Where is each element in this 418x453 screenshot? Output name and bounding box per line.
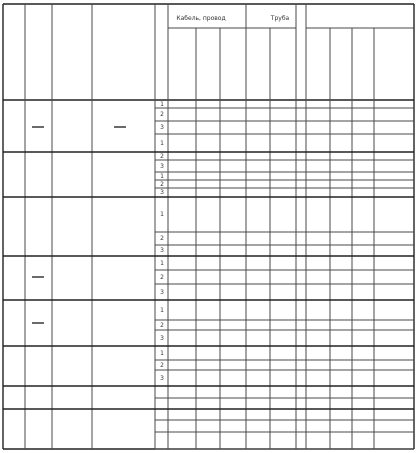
cable-group-header: Кабель, провод xyxy=(176,15,226,22)
row-number: 2 xyxy=(160,181,164,188)
row-number: 1 xyxy=(160,173,164,180)
row-number: 1 xyxy=(160,101,164,108)
row-number: 3 xyxy=(160,247,164,254)
row-number: 3 xyxy=(160,335,164,342)
row-number: 2 xyxy=(160,111,164,118)
row-number: 2 xyxy=(160,362,164,369)
pipe-group-header: Труба xyxy=(270,15,290,22)
row-number: 1 xyxy=(160,350,164,357)
row-number: 2 xyxy=(160,274,164,281)
row-number: 3 xyxy=(160,375,164,382)
table-rows xyxy=(160,101,164,382)
row-number: 1 xyxy=(160,140,164,147)
row-number: 1 xyxy=(160,211,164,218)
row-number: 3 xyxy=(160,163,164,170)
table-header xyxy=(176,15,289,22)
table-grid xyxy=(3,4,414,449)
row-number: 2 xyxy=(160,235,164,242)
row-number: 2 xyxy=(160,153,164,160)
row-number: 3 xyxy=(160,124,164,131)
row-number: 3 xyxy=(160,289,164,296)
row-number: 2 xyxy=(160,322,164,329)
empty-cell-dashes xyxy=(32,127,126,323)
row-number: 1 xyxy=(160,307,164,314)
row-number: 1 xyxy=(160,260,164,267)
row-number: 3 xyxy=(160,189,164,196)
